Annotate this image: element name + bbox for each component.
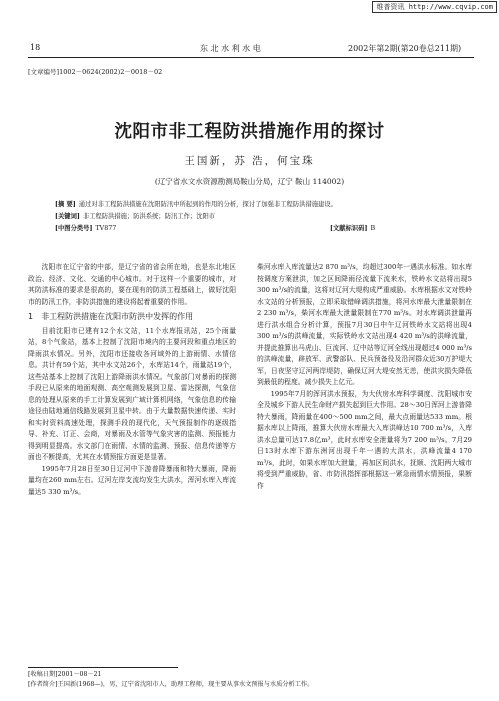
watermark: 维普资讯 http://www.cqvip.com	[372, 1, 497, 13]
received-value: 2001－08－21	[57, 671, 102, 678]
right-column	[257, 262, 472, 492]
keywords-label: [关键词]	[55, 213, 80, 220]
abstract	[55, 200, 455, 209]
intro-paragraph: 沈阳市在辽宁省的中部，是辽宁省的省会所在地，也是东北地区政治、经济、文化、交通的中心城市。对于这样一个重要的城市，对其防洪标准的要求是很高的，要在现有的防洪工程基础上，做好沈阳市的防汛工作，非防洪措施的建设将起着重要的作用。	[28, 263, 236, 306]
body-paragraph: 柴河水库入库流量达2 870 m³/s，均超过300年一遇洪水标准。如水库按调度方案泄洪，加之区间降雨径流量下流来水，铁岭水文站将出现5 300 m³/s的流量，这将对辽河大堤构成严重威胁。水库根据水文对铁岭水文站的分析预报，立即采取错峰调洪措施，将河水库最大泄量限制在2 230 m³/s，柴河水库最大泄量限制在770 m³/s。对水库调洪泄量再进行洪水组合分析计算，预报7月30日中午辽河铁岭水文站将出现4 300 m³/s的洪峰流量，实际铁岭水文站出现4 420 m³/s的洪峰流量，并提此推算出马虎山、巨流河、辽中站等辽河全线出现超过4 000 m³/s的洪峰流量，辟放军、武警部队、民兵预备役及沿河群众近30万护堤大军，日夜坚守辽河两岸堤防，确保辽河大堤安然无恙，使洪灾损失降低到最低的程度。减少损失上亿元。	[257, 263, 472, 386]
body-paragraph: 目前沈阳市已建有12个水文站，11个水库报讯站，25个雨量站，8个气象站，基本上控制了沈阳市境内的主要河段和重点地区的降雨洪水情况。另外，沈阳市还接收各河域外的上游雨情、水情信息。共计有59个站，其中水文站26个，水库站14个，雨量站19个，这些站基本上控制了沈阳上游降雨洪水情况。气象部门对暴雨的探测手段已从原来的地面观测、高空观测发展到卫星、雷达探测，气象信息的处理从原来的手工计算发展到广域计算机网络，气象信息的传输途径由陆地通信线路发展到卫星中转。由于大量数据快速传递、实时和实时资料高速处理，探测手段的现代化，天气预报制作的逐级指导、补充、订正、会商，对暴雨及水管等气象灾害的监测、预报能力得到明显提高。水文部门在雨情、水情的监测、预报、信息传递等方面也不断提高，尤其在水情预报方面更是显著。	[28, 326, 236, 461]
footnote-rule	[28, 667, 178, 668]
doccode-value: B	[370, 225, 376, 232]
journal-name: 东 北 水 利 水 电	[200, 44, 261, 53]
body-paragraph: 1995年7月28日至30日辽河中下游普降暴雨和特大暴雨，降雨量均在260 mm左右。辽河左岸支流均发生大洪水，浑河水库入库流量达5 330 m³/s。	[28, 464, 236, 496]
article-number: [文章编号]1002－0624(2002)2－0018－02	[28, 68, 163, 76]
section-heading: 1 非工程防洪措施在沈阳市防洪中发挥的作用	[28, 312, 194, 321]
body-paragraph: 1995年7月的浑河洪水预报，为大伙房水库科学调度、沈阳城市安全及城乡下游人民生命财产损失起到巨大作用。28～30日浑河上游普降特大暴雨，降雨量在400～500 mm之间，最大点雨量达533 mm。根据水库以上降雨，推算大伙房水库最大入库洪峰达10 700 m³/s，入库洪水总量可达17.8亿m³，此时水库安全泄量将为7 200 m³/s。7月29日13时水库下游东洲河出现千年一遇的大洪水，洪峰流量4 170 m³/s，此时，如果水库加大泄量，再加区间洪水，抚顺、沈阳两大城市将受到严重威胁，省、市防汛指挥部根据这一紧急雨情水情预报，果断作	[257, 389, 472, 490]
journal-issue: 2002年第2期(第20卷总211期)	[348, 44, 462, 53]
received-label: [收稿日期]	[28, 671, 58, 678]
keywords	[55, 212, 215, 221]
article-title: 沈阳市非工程防洪措施作用的探讨	[114, 122, 385, 142]
abstract-text: 通过对非工程防洪措施在沈阳防汛中所起到的作用的分析，探讨了加强非工程防洪措施建设。	[78, 201, 337, 208]
clc-value: TV877	[95, 225, 117, 232]
header-rule	[28, 57, 474, 58]
authors: 王国新，苏 浩，何宝珠	[184, 155, 315, 167]
author-info	[28, 681, 473, 689]
keywords-text: 非工程防洪措施；防洪系统；防汛工作；沈阳市	[82, 213, 216, 220]
abstract-label: [摘 要]	[55, 201, 76, 208]
received-date	[28, 671, 101, 679]
affiliation: (辽宁省水文水资源勘测局鞍山分局，辽宁 鞍山 114002)	[154, 177, 345, 186]
left-column	[28, 262, 236, 498]
author-info-text: 王国新(1968—)，男，辽宁省沈阳市人，助理工程师，现主要从事水文预报与水质分析工作。	[57, 681, 314, 688]
author-info-label: [作者简介]	[28, 681, 58, 688]
page-number: 18	[30, 43, 41, 52]
clc-label: [中图分类号]	[55, 225, 93, 232]
clc-number	[55, 224, 116, 233]
document-code	[330, 224, 375, 233]
doccode-label: [文献标识码]	[330, 225, 368, 232]
